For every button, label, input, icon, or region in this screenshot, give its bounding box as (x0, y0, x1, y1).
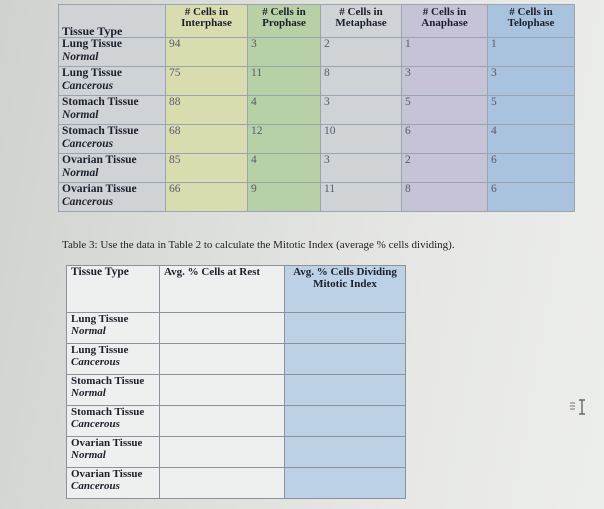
avg-rest-input-cell[interactable] (160, 468, 285, 499)
telophase-value: 6 (488, 154, 575, 183)
table-3-caption: Table 3: Use the data in Table 2 to calculate the Mitotic Index (average % cells dividing). (62, 239, 455, 251)
table-row (59, 67, 575, 96)
text-cursor-icon (568, 398, 588, 416)
avg-rest-input-cell[interactable] (160, 313, 285, 344)
anaphase-value: 3 (402, 67, 488, 96)
anaphase-value: 6 (402, 125, 488, 154)
tissue-cell: Stomach Tissue Cancerous (67, 406, 160, 437)
prophase-value: 4 (248, 154, 321, 183)
table-row (67, 375, 406, 406)
header-prophase: # Cells in Prophase (248, 5, 321, 38)
prophase-value: 12 (248, 125, 321, 154)
anaphase-value: 8 (402, 183, 488, 212)
avg-rest-input-cell[interactable] (160, 375, 285, 406)
prophase-value: 3 (248, 38, 321, 67)
table-row (59, 96, 575, 125)
telophase-value: 3 (488, 67, 575, 96)
tissue-cell: Ovarian Tissue Cancerous (59, 183, 166, 212)
tissue-cell: Ovarian Tissue Cancerous (67, 468, 160, 499)
table-row (59, 38, 575, 67)
interphase-value: 68 (166, 125, 248, 154)
mitotic-index-input-cell[interactable] (285, 344, 406, 375)
table-row (59, 125, 575, 154)
prophase-value: 11 (248, 67, 321, 96)
tissue-cell: Stomach Tissue Cancerous (59, 125, 166, 154)
table-row (67, 313, 406, 344)
telophase-value: 4 (488, 125, 575, 154)
avg-rest-input-cell[interactable] (160, 344, 285, 375)
tissue-cell: Lung Tissue Normal (67, 313, 160, 344)
header-telophase: # Cells in Telophase (488, 5, 575, 38)
table-row (67, 406, 406, 437)
tissue-cell: Lung Tissue Normal (59, 38, 166, 67)
table-row (67, 468, 406, 499)
header-avg-dividing: Avg. % Cells Dividing Mitotic Index (285, 266, 406, 313)
table-row (67, 344, 406, 375)
mitotic-index-input-cell[interactable] (285, 375, 406, 406)
mitotic-index-input-cell[interactable] (285, 437, 406, 468)
tissue-cell: Lung Tissue Cancerous (67, 344, 160, 375)
header-tissue-type: Tissue Type (59, 5, 166, 38)
prophase-value: 4 (248, 96, 321, 125)
table-3-mitotic-index (66, 265, 406, 499)
anaphase-value: 5 (402, 96, 488, 125)
tissue-cell: Lung Tissue Cancerous (59, 67, 166, 96)
tissue-cell: Ovarian Tissue Normal (59, 154, 166, 183)
metaphase-value: 8 (321, 67, 402, 96)
interphase-value: 85 (166, 154, 248, 183)
tissue-cell: Stomach Tissue Normal (59, 96, 166, 125)
interphase-value: 88 (166, 96, 248, 125)
header-metaphase: # Cells in Metaphase (321, 5, 402, 38)
tissue-cell: Ovarian Tissue Normal (67, 437, 160, 468)
anaphase-value: 2 (402, 154, 488, 183)
telophase-value: 1 (488, 38, 575, 67)
tissue-cell: Stomach Tissue Normal (67, 375, 160, 406)
avg-rest-input-cell[interactable] (160, 437, 285, 468)
telophase-value: 6 (488, 183, 575, 212)
interphase-value: 66 (166, 183, 248, 212)
table-2-cell-counts (58, 4, 575, 212)
header-tissue-type: Tissue Type (67, 266, 160, 313)
avg-rest-input-cell[interactable] (160, 406, 285, 437)
mitotic-index-input-cell[interactable] (285, 313, 406, 344)
header-avg-rest: Avg. % Cells at Rest (160, 266, 285, 313)
metaphase-value: 10 (321, 125, 402, 154)
prophase-value: 9 (248, 183, 321, 212)
metaphase-value: 3 (321, 154, 402, 183)
telophase-value: 5 (488, 96, 575, 125)
header-anaphase: # Cells in Anaphase (402, 5, 488, 38)
table-row (59, 183, 575, 212)
metaphase-value: 2 (321, 38, 402, 67)
metaphase-value: 3 (321, 96, 402, 125)
metaphase-value: 11 (321, 183, 402, 212)
interphase-value: 94 (166, 38, 248, 67)
mitotic-index-input-cell[interactable] (285, 406, 406, 437)
mitotic-index-input-cell[interactable] (285, 468, 406, 499)
table-row (59, 154, 575, 183)
table-row (67, 437, 406, 468)
anaphase-value: 1 (402, 38, 488, 67)
header-interphase: # Cells in Interphase (166, 5, 248, 38)
interphase-value: 75 (166, 67, 248, 96)
